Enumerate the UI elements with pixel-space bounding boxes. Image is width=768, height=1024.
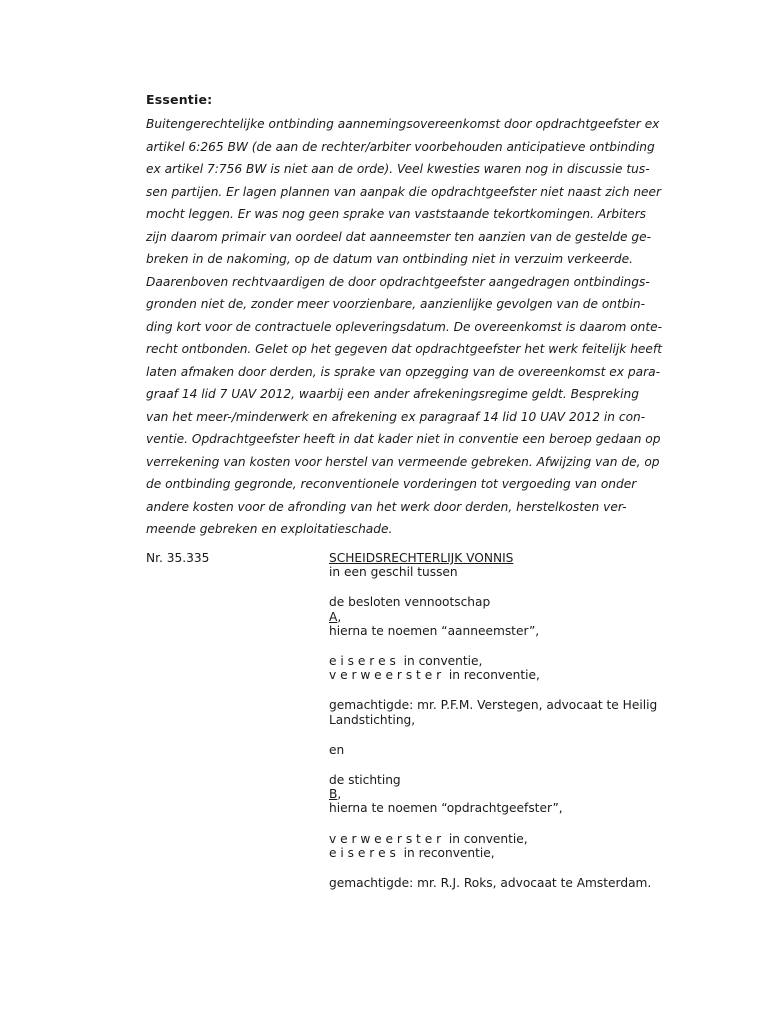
summary-line: graaf 14 lid 7 UAV 2012, waarbij een ander afrekeningsregime geldt. Bespreking bbox=[146, 387, 639, 401]
party-b-identity bbox=[329, 773, 709, 816]
party-b-role-reconventie bbox=[329, 846, 709, 860]
summary-line: zijn daarom primair van oordeel dat aanneemster ten aanzien van de gestelde ge- bbox=[146, 229, 652, 244]
summary-line: van het meer-/minderwerk en afrekening ex paragraaf 14 lid 10 UAV 2012 in con- bbox=[146, 409, 646, 424]
party-a-name-line bbox=[329, 610, 709, 624]
party-b-name-line bbox=[329, 787, 709, 801]
summary-line: ex artikel 7:756 BW is niet aan de orde). Veel kwesties waren nog in discussie tus- bbox=[146, 162, 650, 176]
party-b-role1: v e r w e e r s t e r bbox=[329, 831, 442, 846]
party-a-type: de besloten vennootschap bbox=[329, 595, 491, 610]
summary-line: Daarenboven rechtvaardigen de door opdrachtgeefster aangedragen ontbindings- bbox=[146, 274, 650, 289]
summary-line: de ontbinding gegronde, reconventionele vorderingen tot vergoeding van onder bbox=[146, 477, 637, 491]
party-a-identity bbox=[329, 595, 709, 638]
summary-line: andere kosten voor de afronding van het werk door derden, herstelkosten ver- bbox=[146, 499, 627, 514]
party-a-role2-suffix: in reconventie, bbox=[441, 668, 540, 683]
summary-line: mocht leggen. Er was nog geen sprake van vaststaande tekortkomingen. Arbiters bbox=[146, 207, 646, 221]
verdict-title-block bbox=[329, 551, 709, 579]
essentie-summary bbox=[146, 113, 693, 541]
party-b-role2-suffix: in reconventie, bbox=[395, 845, 495, 860]
summary-line: artikel 6:265 BW (de aan de rechter/arbiter voorbehouden anticipatieve ontbinding bbox=[146, 139, 655, 154]
party-a-name: A bbox=[329, 609, 338, 624]
parties-block bbox=[329, 551, 709, 906]
summary-line: gronden niet de, zonder meer voorzienbare, aanzienlijke gevolgen van de ontbin- bbox=[146, 297, 646, 311]
party-b-alias: hierna te noemen “opdrachtgeefster”, bbox=[329, 801, 563, 816]
summary-line: Buitengerechtelijke ontbinding aannemingsovereenkomst door opdrachtgeefster ex bbox=[146, 117, 660, 131]
conjunction: en bbox=[329, 742, 345, 757]
party-a-role2: v e r w e e r s t e r bbox=[329, 668, 442, 683]
party-a-name-suffix: , bbox=[337, 609, 342, 624]
summary-line: breken in de nakoming, op de datum van ontbinding niet in verzuim verkeerde. bbox=[146, 252, 633, 266]
party-a-role-reconventie bbox=[329, 668, 709, 682]
party-a-alias: hierna te noemen “aanneemster”, bbox=[329, 623, 540, 638]
party-b-name: B bbox=[329, 787, 338, 802]
summary-line: laten afmaken door derden, is sprake van opzegging van de overeenkomst ex para- bbox=[146, 364, 660, 379]
party-b-role1-suffix: in conventie, bbox=[441, 831, 528, 846]
party-a-roles bbox=[329, 654, 709, 682]
party-b-type: de stichting bbox=[329, 773, 401, 788]
conjunction-block bbox=[329, 743, 709, 757]
party-b-role-conventie bbox=[329, 832, 709, 846]
party-a-role1-suffix: in conventie, bbox=[395, 654, 483, 669]
party-a-counsel-block bbox=[329, 698, 709, 726]
party-b-roles bbox=[329, 832, 709, 860]
party-b-counsel-block bbox=[329, 876, 709, 890]
summary-line: verrekening van kosten voor herstel van vermeende gebreken. Afwijzing van de, op bbox=[146, 454, 660, 469]
party-a-role-conventie bbox=[329, 654, 709, 668]
summary-line: recht ontbonden. Gelet op het gegeven dat opdrachtgeefster het werk feitelijk heeft bbox=[146, 342, 662, 356]
summary-line: meende gebreken en exploitatieschade. bbox=[146, 522, 393, 536]
party-b-role2: e i s e r e s bbox=[329, 845, 396, 860]
party-b-counsel: gemachtigde: mr. R.J. Roks, advocaat te Amsterdam. bbox=[329, 876, 652, 891]
summary-line: ventie. Opdrachtgeefster heeft in dat kader niet in conventie een beroep gedaan op bbox=[146, 432, 661, 446]
summary-line: ding kort voor de contractuele opleveringsdatum. De overeenkomst is daarom onte- bbox=[146, 319, 663, 334]
party-b-name-suffix: , bbox=[337, 787, 342, 802]
party-a-role1: e i s e r e s bbox=[329, 654, 396, 669]
verdict-subtitle: in een geschil tussen bbox=[329, 565, 458, 580]
essentie-heading: Essentie: bbox=[146, 92, 213, 107]
summary-line: sen partijen. Er lagen plannen van aanpak die opdrachtgeefster niet naast zich neer bbox=[146, 184, 662, 199]
verdict-title: SCHEIDSRECHTERLIJK VONNIS bbox=[329, 551, 514, 565]
party-a-counsel: gemachtigde: mr. P.F.M. Verstegen, advocaat te Heilig Landstichting, bbox=[329, 698, 658, 727]
case-number: Nr. 35.335 bbox=[146, 551, 210, 565]
